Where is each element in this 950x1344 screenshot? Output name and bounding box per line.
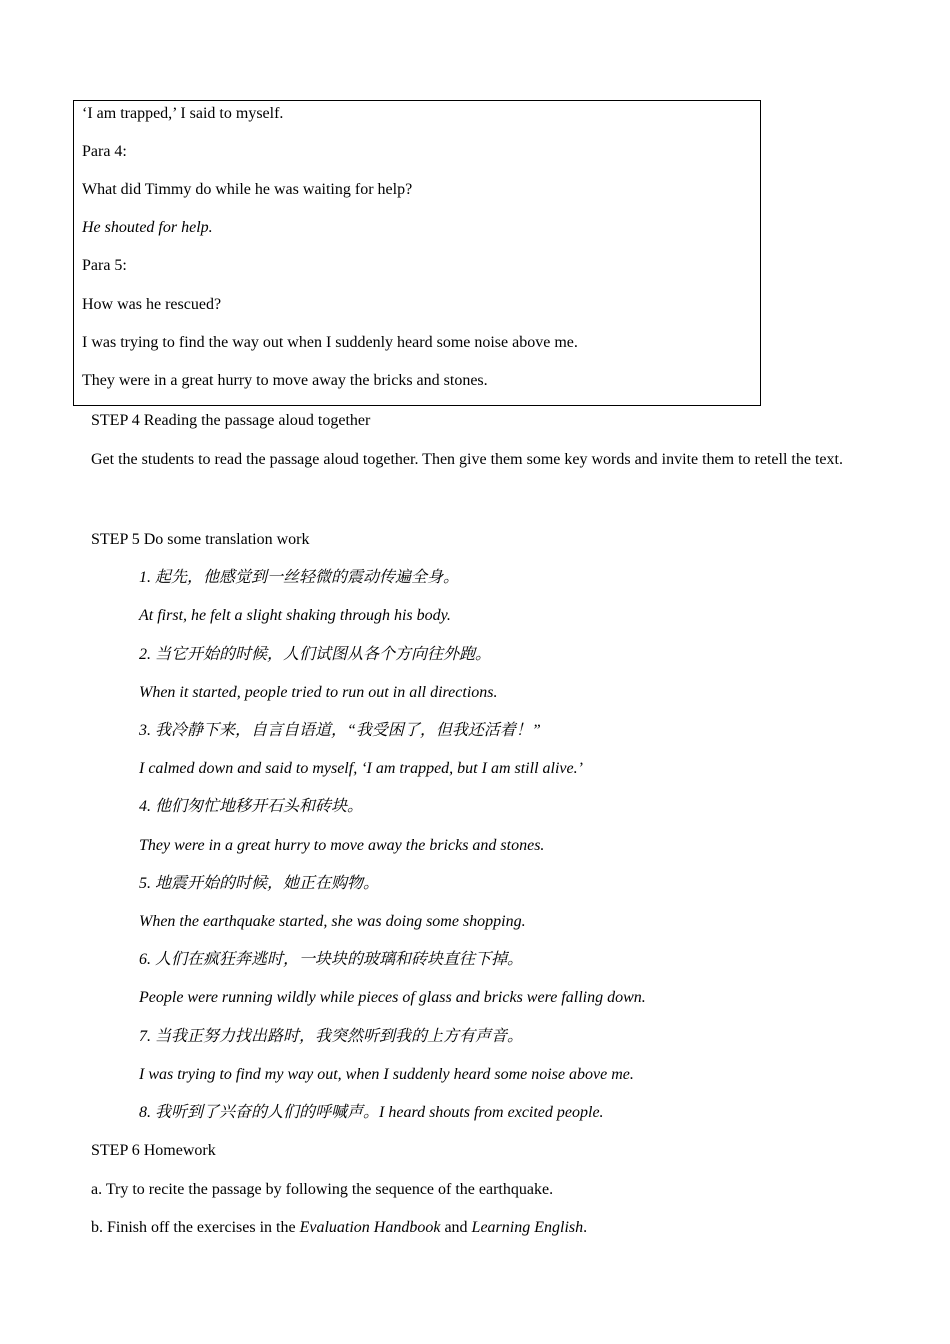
- translation-zh-1: 1. 起先，他感觉到一丝轻微的震动传遍全身。: [139, 569, 460, 586]
- homework-b: [91, 1218, 587, 1238]
- para5-answer-1: I was trying to find the way out when I suddenly heard some noise above me.: [82, 334, 578, 351]
- translation-en-2: When it started, people tried to run out in all directions.: [139, 684, 498, 701]
- translation-zh-6: 6. 人们在疯狂奔逃时，一块块的玻璃和砖块直往下掉。: [139, 951, 524, 968]
- translation-en-1: At first, he felt a slight shaking through his body.: [139, 607, 451, 624]
- answer-box: [73, 100, 761, 406]
- step6-heading: STEP 6 Homework: [91, 1142, 216, 1159]
- para5-question: How was he rescued?: [82, 296, 222, 313]
- step4-heading: STEP 4 Reading the passage aloud together: [91, 412, 371, 429]
- quote-line: ‘I am trapped,’ I said to myself.: [82, 105, 284, 122]
- homework-b-mid: and: [440, 1219, 472, 1236]
- translation-zh-7: 7. 当我正努力找出路时，我突然听到我的上方有声音。: [139, 1028, 524, 1045]
- step4-text: Get the students to read the passage aloud together. Then give them some key words and invite them to retell the text.: [91, 451, 843, 468]
- translation-zh-2: 2. 当它开始的时候，人们试图从各个方向往外跑。: [139, 646, 492, 663]
- homework-b-prefix: b. Finish off the exercises in the: [91, 1219, 300, 1236]
- learning-english-title: Learning English: [471, 1219, 584, 1236]
- translation-en-3: I calmed down and said to myself, ‘I am trapped, but I am still alive.’: [139, 760, 583, 777]
- translation-zh-8: 8. 我听到了兴奋的人们的呼喊声。: [139, 1104, 380, 1121]
- translation-item-8: [139, 1103, 604, 1123]
- translation-zh-4: 4. 他们匆忙地移开石头和砖块。: [139, 798, 364, 815]
- translation-en-5: When the earthquake started, she was doing some shopping.: [139, 913, 526, 930]
- para4-answer: He shouted for help.: [82, 219, 213, 236]
- homework-b-suffix: .: [583, 1219, 588, 1236]
- translation-en-7: I was trying to find my way out, when I suddenly heard some noise above me.: [139, 1066, 634, 1083]
- translation-en-6: People were running wildly while pieces of glass and bricks were falling down.: [139, 989, 646, 1006]
- evaluation-handbook-title: Evaluation Handbook: [299, 1219, 441, 1236]
- para4-label: Para 4:: [82, 143, 127, 160]
- step5-heading: STEP 5 Do some translation work: [91, 531, 310, 548]
- para5-label: Para 5:: [82, 257, 127, 274]
- translation-zh-3: 3. 我冷静下来，自言自语道，“我受困了，但我还活着！”: [139, 722, 541, 739]
- translation-zh-5: 5. 地震开始的时候，她正在购物。: [139, 875, 380, 892]
- para5-answer-2: They were in a great hurry to move away the bricks and stones.: [82, 372, 488, 389]
- para4-question: What did Timmy do while he was waiting for help?: [82, 181, 413, 198]
- translation-en-8: I heard shouts from excited people.: [379, 1104, 604, 1121]
- translation-en-4: They were in a great hurry to move away the bricks and stones.: [139, 837, 545, 854]
- homework-a: a. Try to recite the passage by following the sequence of the earthquake.: [91, 1181, 554, 1198]
